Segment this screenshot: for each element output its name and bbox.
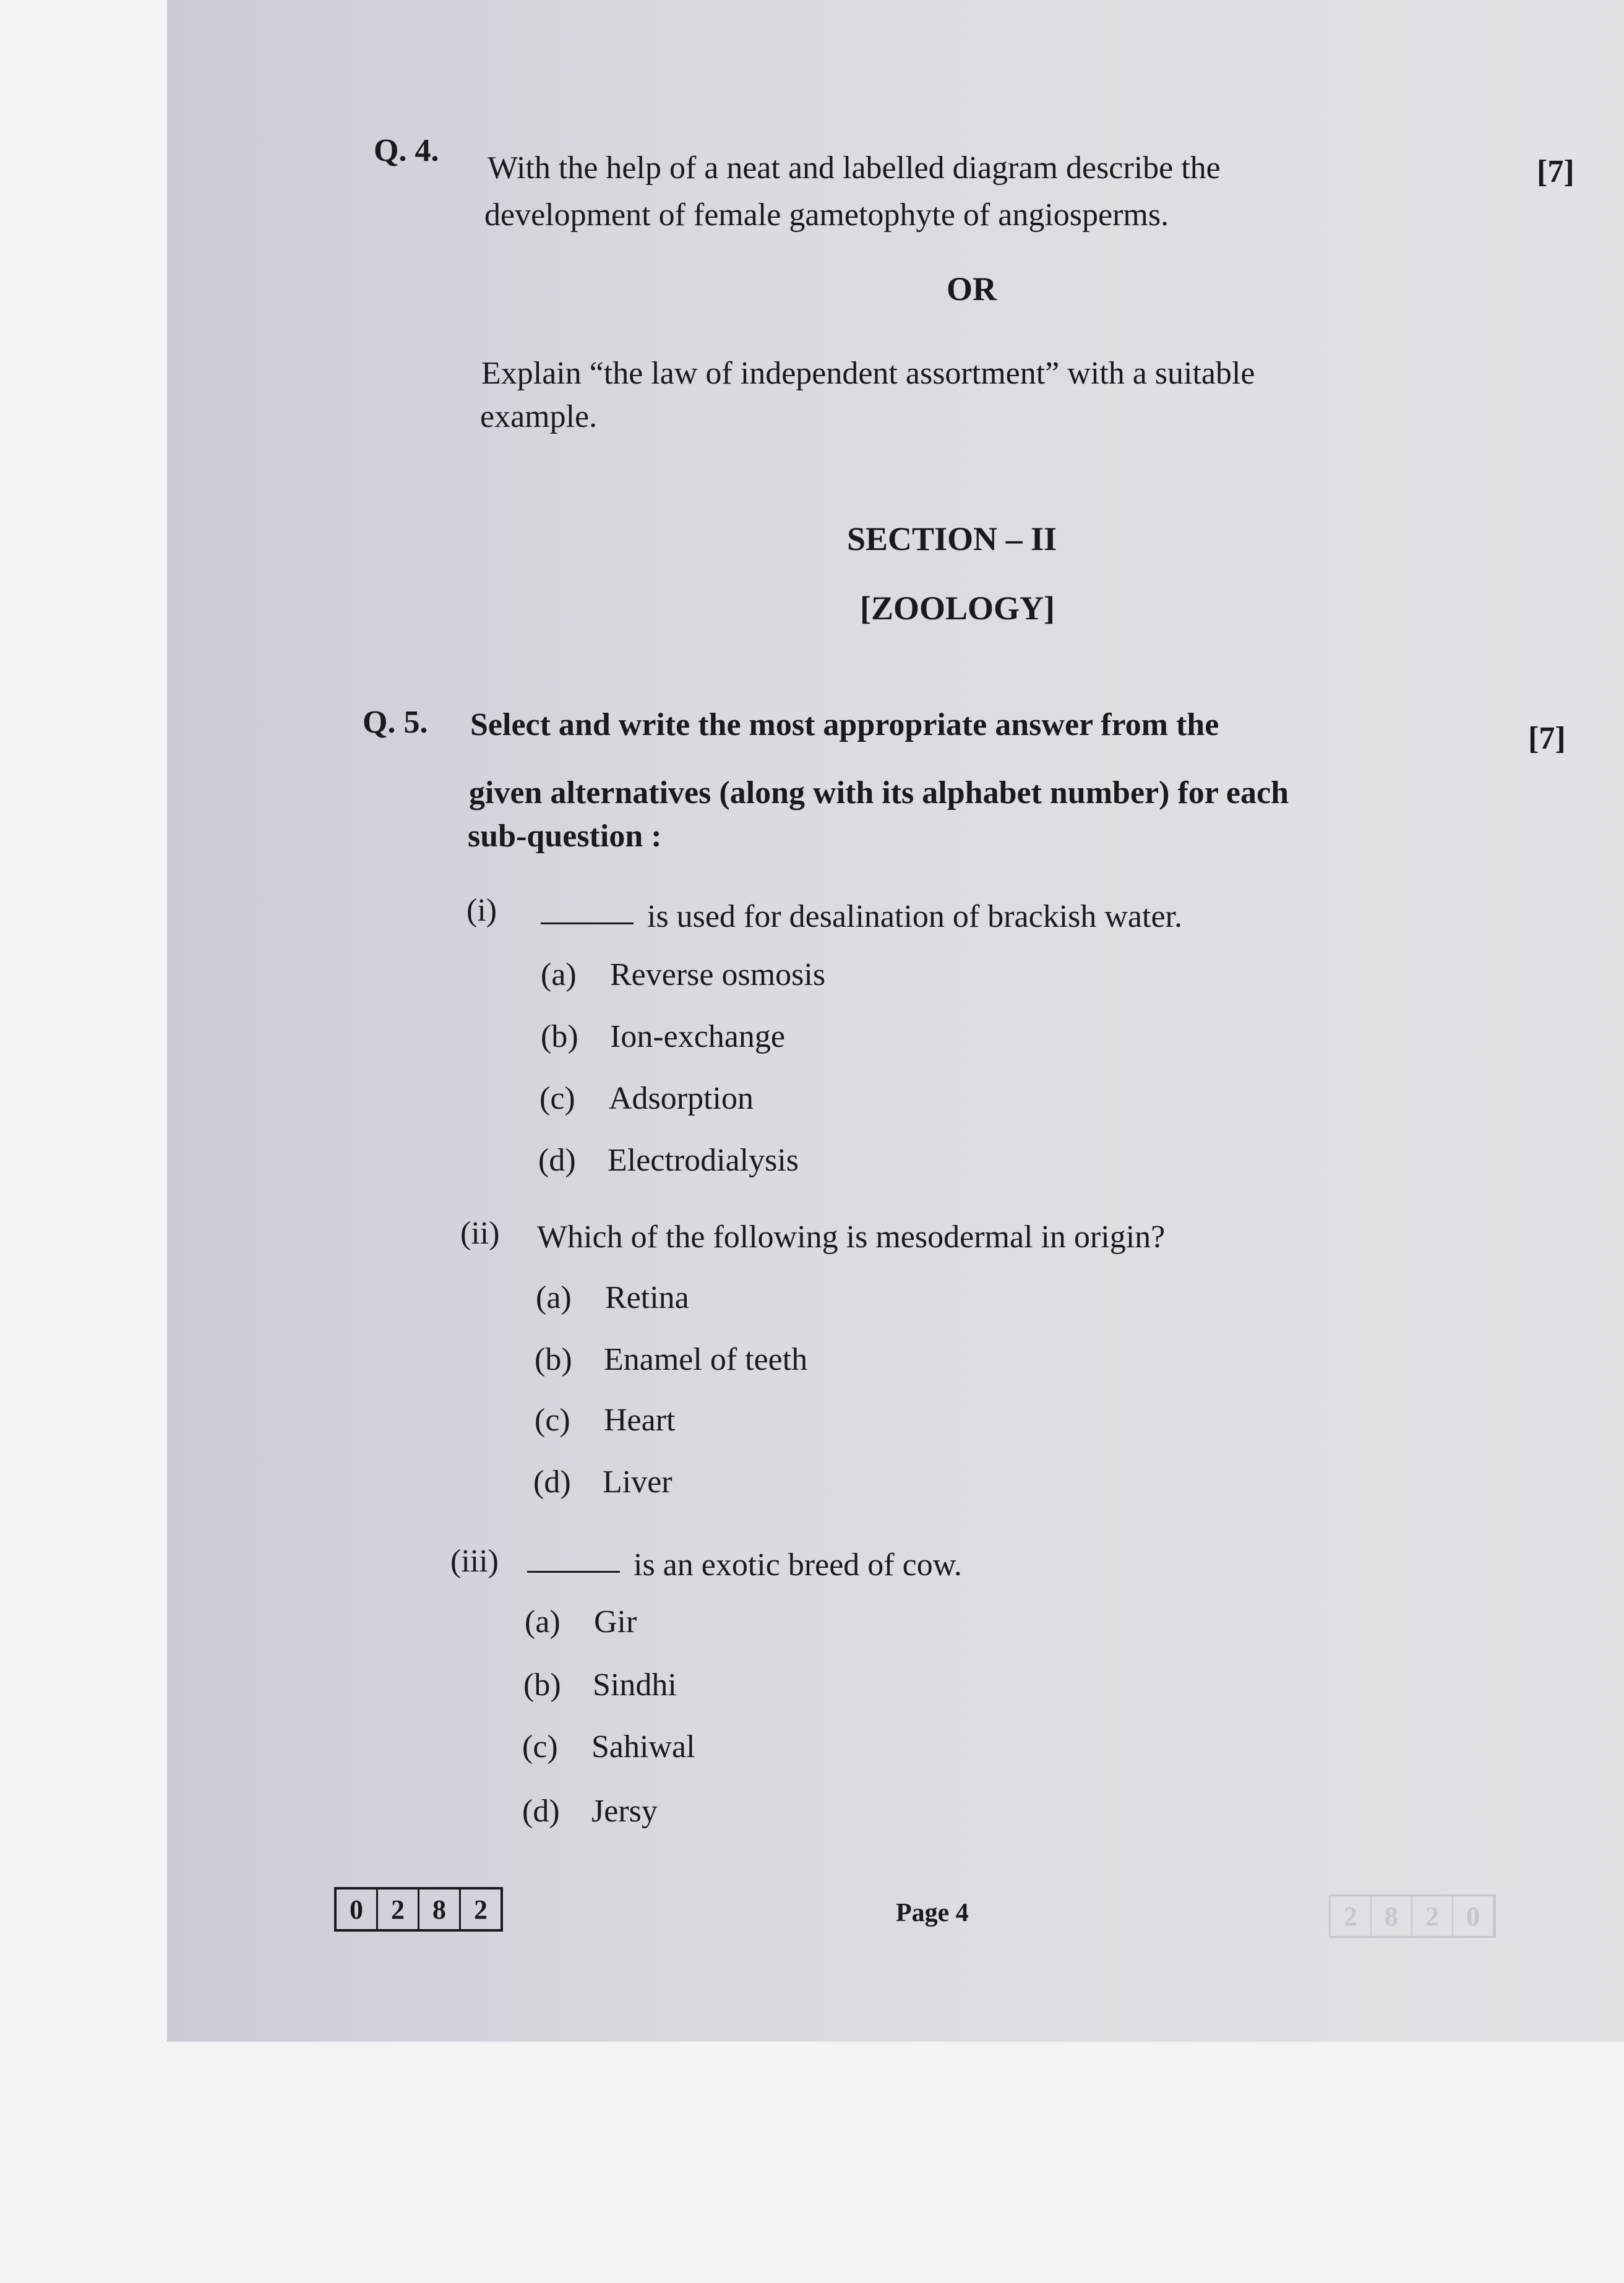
paper-code-digit: 2 [1412,1896,1453,1936]
option-label: (d) [522,1794,560,1829]
paper-code-digit: 8 [419,1890,461,1929]
paper-code-box [334,1887,503,1932]
sub-question-2-number: (ii) [460,1216,500,1251]
answer-blank [541,922,634,924]
option-1c [539,1080,754,1117]
q4-line2: development of female gametophyte of angiosperms. [484,197,1169,233]
page-number: Page 4 [896,1899,969,1927]
option-text: Jersy [591,1794,658,1829]
option-label: (b) [535,1342,572,1377]
option-label: (a) [541,957,577,992]
option-label: (b) [523,1667,561,1703]
option-text: Sahiwal [591,1729,695,1765]
sub-question-3-number: (iii) [450,1544,499,1579]
paper-code-digit: 0 [337,1890,378,1929]
option-label: (a) [525,1604,561,1640]
option-label: (d) [538,1143,576,1178]
option-text: Adsorption [609,1081,754,1116]
option-text: Heart [604,1403,676,1438]
sub-question-3 [527,1547,962,1583]
option-text: Gir [594,1604,637,1640]
option-text: Ion-exchange [610,1019,785,1054]
option-3a [525,1604,637,1640]
option-1d [538,1142,799,1179]
or-label: OR [947,270,997,307]
section-title: SECTION – II [847,520,1057,557]
paper-code-digit: 2 [378,1890,419,1929]
paper-code-digit: 8 [1372,1896,1412,1936]
q4-line1: With the help of a neat and labelled diagram describe the [488,150,1221,186]
sub-question-1-number: (i) [466,893,497,928]
sub-question-1 [541,898,1182,935]
option-label: (c) [522,1729,558,1765]
option-label: (b) [541,1019,578,1054]
q5-line2: given alternatives (along with its alphabet number) for each [469,775,1289,810]
q4-alt-line1: Explain “the law of independent assortment” with a suitable [481,356,1255,391]
sub-question-2-text: Which of the following is mesodermal in origin? [537,1219,1166,1255]
scan-margin [0,2042,1624,2283]
paper-code-digit: 2 [474,1894,488,1925]
q4-number: Q. 4. [374,133,439,168]
option-3b [523,1667,677,1703]
option-1a [541,957,825,993]
option-text: Sindhi [593,1667,677,1703]
option-2b [535,1341,807,1378]
option-label: (c) [539,1081,575,1116]
paper-code-digit: 2 [1331,1896,1372,1936]
option-text: Liver [603,1464,672,1500]
q5-number: Q. 5. [363,705,428,740]
sub-question-1-text: is used for desalination of brackish water. [647,899,1182,934]
option-label: (a) [536,1280,572,1315]
option-text: Reverse osmosis [610,957,826,992]
option-text: Electrodialysis [608,1143,799,1178]
option-2c [535,1402,675,1438]
q5-line3: sub-question : [468,819,662,854]
option-3c [522,1729,695,1765]
option-2d [533,1464,672,1500]
q4-marks: [7] [1537,154,1575,189]
answer-blank [527,1571,620,1573]
show-through-code-box [1329,1894,1496,1938]
q5-line1: Select and write the most appropriate answer from the [470,707,1219,742]
option-text: Retina [605,1280,689,1315]
option-3d [522,1793,658,1829]
option-1b [541,1018,785,1055]
option-label: (d) [533,1464,571,1500]
option-2a [536,1279,689,1316]
q5-marks: [7] [1528,721,1566,756]
sub-question-3-text: is an exotic breed of cow. [634,1547,962,1583]
option-text: Enamel of teeth [604,1342,808,1377]
section-subject: [ZOOLOGY] [860,590,1055,627]
option-label: (c) [535,1403,570,1438]
exam-page [167,0,1624,2042]
paper-code-digit: 0 [1453,1896,1494,1936]
q4-alt-line2: example. [480,399,598,434]
